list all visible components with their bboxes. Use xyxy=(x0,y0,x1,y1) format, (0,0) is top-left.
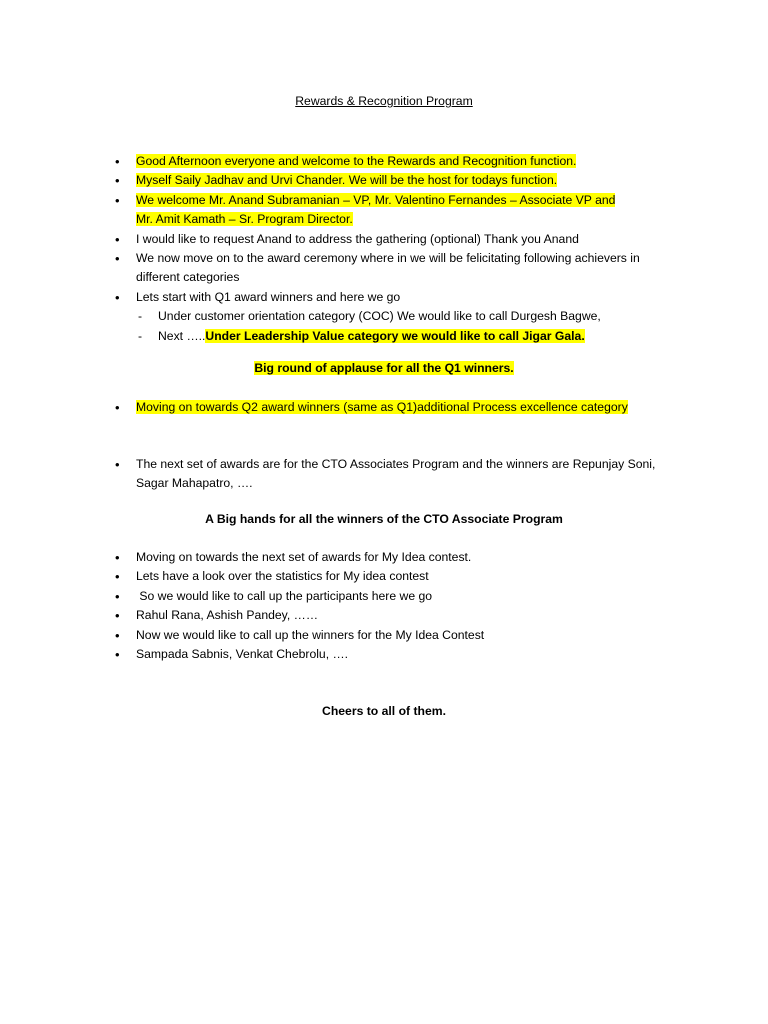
q1-applause xyxy=(0,361,768,375)
request-text: I would like to request Anand to address the gathering (optional) Thank you Anand xyxy=(136,231,579,246)
q1-applause-text: Big round of applause for all the Q1 winners. xyxy=(254,361,514,375)
list-item xyxy=(0,191,676,230)
idea-text: Now we would like to call up the winners for the My Idea Contest xyxy=(136,627,485,642)
q2-text: Moving on towards Q2 award winners (same as Q1)additional Process excellence category xyxy=(136,400,628,414)
bullet-icon: • xyxy=(115,289,120,305)
list-item xyxy=(0,567,676,586)
q1-start-text: Lets start with Q1 award winners and here we go xyxy=(136,289,401,304)
list-item xyxy=(0,288,676,346)
greeting-text: Good Afternoon everyone and welcome to the Rewards and Recognition function. xyxy=(136,154,577,168)
list-item xyxy=(0,587,676,606)
bullet-icon: • xyxy=(115,608,120,624)
next-prefix: Next ….. xyxy=(158,328,206,343)
cto-applause: A Big hands for all the winners of the CTO Associate Program xyxy=(205,512,563,526)
idea-text: Lets have a look over the statistics for My idea contest xyxy=(136,569,429,584)
bullet-icon: • xyxy=(115,192,120,208)
idea-text: So we would like to call up the participants here we go xyxy=(136,588,433,603)
bullet-icon: • xyxy=(115,173,120,189)
list-item xyxy=(0,606,676,625)
idea-text: Sampada Sabnis, Venkat Chebrolu, …. xyxy=(136,647,349,662)
list-item xyxy=(0,645,676,664)
list-item xyxy=(0,152,676,171)
bullet-icon: • xyxy=(115,400,120,415)
idea-list xyxy=(0,548,768,664)
hosts-text: Myself Saily Jadhav and Urvi Chander. We will be the host for todays function. xyxy=(136,173,558,188)
cto-list xyxy=(0,455,768,494)
list-item xyxy=(0,548,676,567)
bullet-icon: • xyxy=(115,231,120,247)
coc-text: Under customer orientation category (COC) We would like to call Durgesh Bagwe, xyxy=(158,309,601,324)
bullet-icon: • xyxy=(115,457,120,472)
bullet-icon: • xyxy=(115,251,120,267)
dash-icon: - xyxy=(138,328,143,343)
dash-icon: - xyxy=(138,309,143,324)
cto-text-line1: The next set of awards are for the CTO Associates Program and the winners are Repunjay Soni, xyxy=(136,457,656,471)
intro-list xyxy=(0,152,768,346)
ceremony-text-line1: We now move on to the award ceremony where in we will be felicitating following achievers in xyxy=(136,251,640,266)
list-item xyxy=(0,230,676,249)
ceremony-text-line2: different categories xyxy=(136,270,240,285)
sub-list-item xyxy=(136,307,678,326)
q2-list xyxy=(0,398,768,417)
bullet-icon: • xyxy=(115,588,120,604)
bullet-icon: • xyxy=(115,154,120,169)
list-item xyxy=(0,249,676,288)
bullet-icon: • xyxy=(115,569,120,585)
list-item xyxy=(0,398,676,417)
list-item xyxy=(0,626,676,645)
leadership-text: Under Leadership Value category we would like to call Jigar Gala. xyxy=(205,328,585,343)
bullet-icon: • xyxy=(115,550,120,565)
list-item xyxy=(0,171,676,190)
document-title: Rewards & Recognition Program xyxy=(295,94,473,108)
idea-text: Rahul Rana, Ashish Pandey, …… xyxy=(136,608,319,623)
list-item xyxy=(0,455,676,494)
bullet-icon: • xyxy=(115,647,120,663)
closing-text: Cheers to all of them. xyxy=(322,704,446,718)
bullet-icon: • xyxy=(115,627,120,643)
welcome-text-line1: We welcome Mr. Anand Subramanian – VP, Mr. Valentino Fernandes – Associate VP and xyxy=(136,192,616,207)
sub-list-item xyxy=(136,327,678,346)
welcome-text-line2: Mr. Amit Kamath – Sr. Program Director. xyxy=(136,212,353,227)
cto-text-line2: Sagar Mahapatro, …. xyxy=(136,476,253,491)
idea-text: Moving on towards the next set of awards for My Idea contest. xyxy=(136,550,472,564)
q1-sub-list xyxy=(136,307,676,346)
